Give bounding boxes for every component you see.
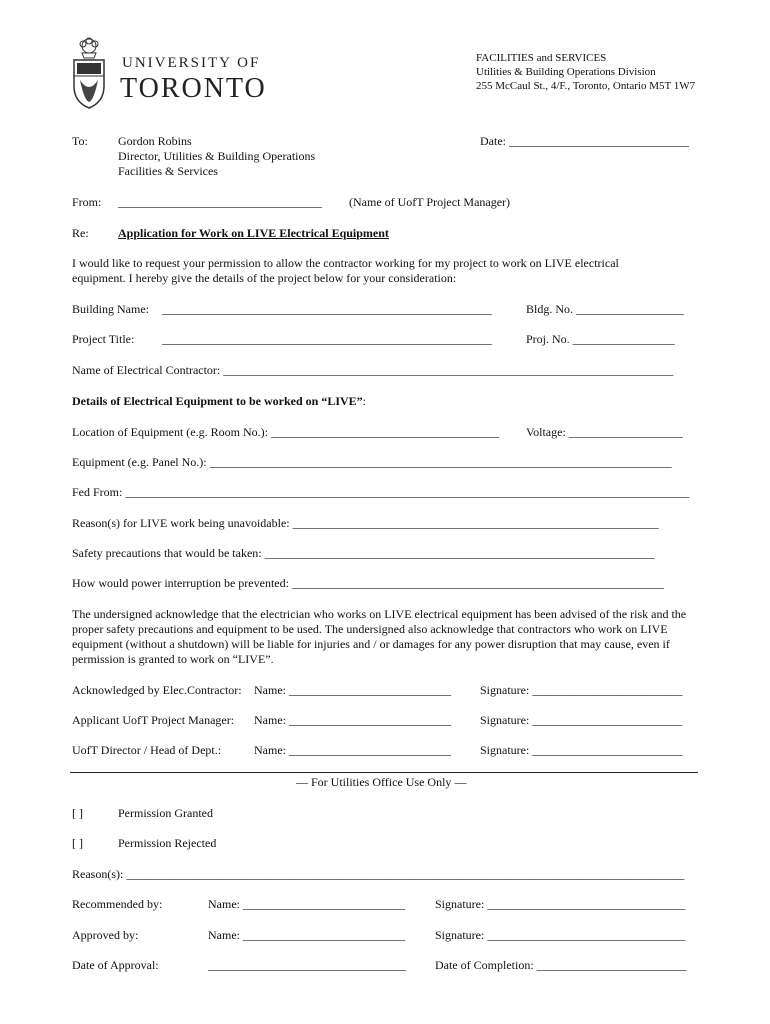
to-name: Gordon Robins [118,134,192,148]
re-subject: Application for Work on LIVE Electrical Equipment [118,226,389,240]
manager-role: Applicant UofT Project Manager: [72,713,235,727]
division-name: Utilities & Building Operations Division [476,66,656,78]
building-name-field[interactable]: _______________________________________________________ [162,302,492,316]
location-field[interactable]: Location of Equipment (e.g. Room No.): ______________________________________ [72,425,499,439]
project-title-label: Project Title: [72,332,135,346]
approved-name-field[interactable]: Name: ___________________________ [208,928,405,942]
dept-name: FACILITIES and SERVICES [476,52,607,64]
director-name-field[interactable]: Name: ___________________________ [254,743,451,757]
university-crest-icon [70,36,108,112]
details-heading-text: Details of Electrical Equipment to be worked on “LIVE” [72,394,363,408]
office-divider [70,772,698,773]
from-note: (Name of UofT Project Manager) [349,195,511,209]
building-name-label: Building Name: [72,302,149,316]
granted-label: Permission Granted [118,806,213,820]
bldg-no-field[interactable]: Bldg. No. __________________ [526,302,685,316]
date-field[interactable]: Date: ______________________________ [480,134,689,148]
director-role: UofT Director / Head of Dept.: [72,743,222,757]
to-title: Director, Utilities & Building Operations [118,149,316,163]
rejected-checkbox[interactable]: [ ] [72,836,83,850]
interruption-field[interactable]: How would power interruption be prevented: ______________________________________________________________ [72,576,664,590]
date-approval-label: Date of Approval: [72,958,159,972]
manager-name-field[interactable]: Name: ___________________________ [254,713,451,727]
from-label: From: [72,195,102,209]
safety-field[interactable]: Safety precautions that would be taken: _________________________________________________________________ [72,546,655,560]
rejected-label: Permission Rejected [118,836,217,850]
from-field[interactable]: __________________________________ [118,195,322,209]
university-name-line2: TORONTO [120,73,267,104]
approved-label: Approved by: [72,928,139,942]
contractor-name-field[interactable]: Name: ___________________________ [254,683,451,697]
proj-no-field[interactable]: Proj. No. _________________ [526,332,675,346]
date-completion-field[interactable]: Date of Completion: _________________________ [435,958,687,972]
date-approval-field[interactable]: _________________________________ [208,958,406,972]
university-name-line1: UNIVERSITY OF [122,55,261,71]
office-heading: — For Utilities Office Use Only — [296,775,467,789]
manager-signature-field[interactable]: Signature: _________________________ [480,713,683,727]
approved-signature-field[interactable]: Signature: _________________________________ [435,928,686,942]
recommended-name-field[interactable]: Name: ___________________________ [208,897,405,911]
project-title-field[interactable]: _______________________________________________________ [162,332,492,346]
details-heading [72,394,366,409]
equipment-field[interactable]: Equipment (e.g. Panel No.): _____________________________________________________________________________ [72,455,672,469]
recommended-label: Recommended by: [72,897,163,911]
office-reasons-field[interactable]: Reason(s): _____________________________________________________________________________________________ [72,867,685,881]
address: 255 McCaul St., 4/F., Toronto, Ontario M5T 1W7 [476,80,696,92]
re-label: Re: [72,226,89,240]
contractor-field[interactable]: Name of Electrical Contractor: ___________________________________________________________________________ [72,363,674,377]
contractor-role: Acknowledged by Elec.Contractor: [72,683,242,697]
contractor-signature-field[interactable]: Signature: _________________________ [480,683,683,697]
intro-paragraph: I would like to request your permission to allow the contractor working for my project to work on LIVE electrical equipment. I hereby give the details of the project below for your consideration: [72,256,619,285]
to-dept: Facilities & Services [118,164,218,178]
granted-checkbox[interactable]: [ ] [72,806,83,820]
voltage-field[interactable]: Voltage: ___________________ [526,425,683,439]
acknowledgement-paragraph: The undersigned acknowledge that the electrician who works on LIVE electrical equipment has been advised of the risk and the proper safety precautions and equipment to be used. The undersigned also acknowledge that contractors who work on LIVE equipment (without a shutdown) will be liable for injuries and / or damages for any power disruption that may cause, even if permission is granted to work on “LIVE”. [72,607,687,666]
to-label: To: [72,134,88,148]
fed-from-field[interactable]: Fed From: ______________________________________________________________________________________________ [72,485,690,499]
recommended-signature-field[interactable]: Signature: _________________________________ [435,897,686,911]
details-heading-colon: : [362,394,367,408]
reasons-field[interactable]: Reason(s) for LIVE work being unavoidable: _____________________________________________________________ [72,516,659,530]
director-signature-field[interactable]: Signature: _________________________ [480,743,683,757]
